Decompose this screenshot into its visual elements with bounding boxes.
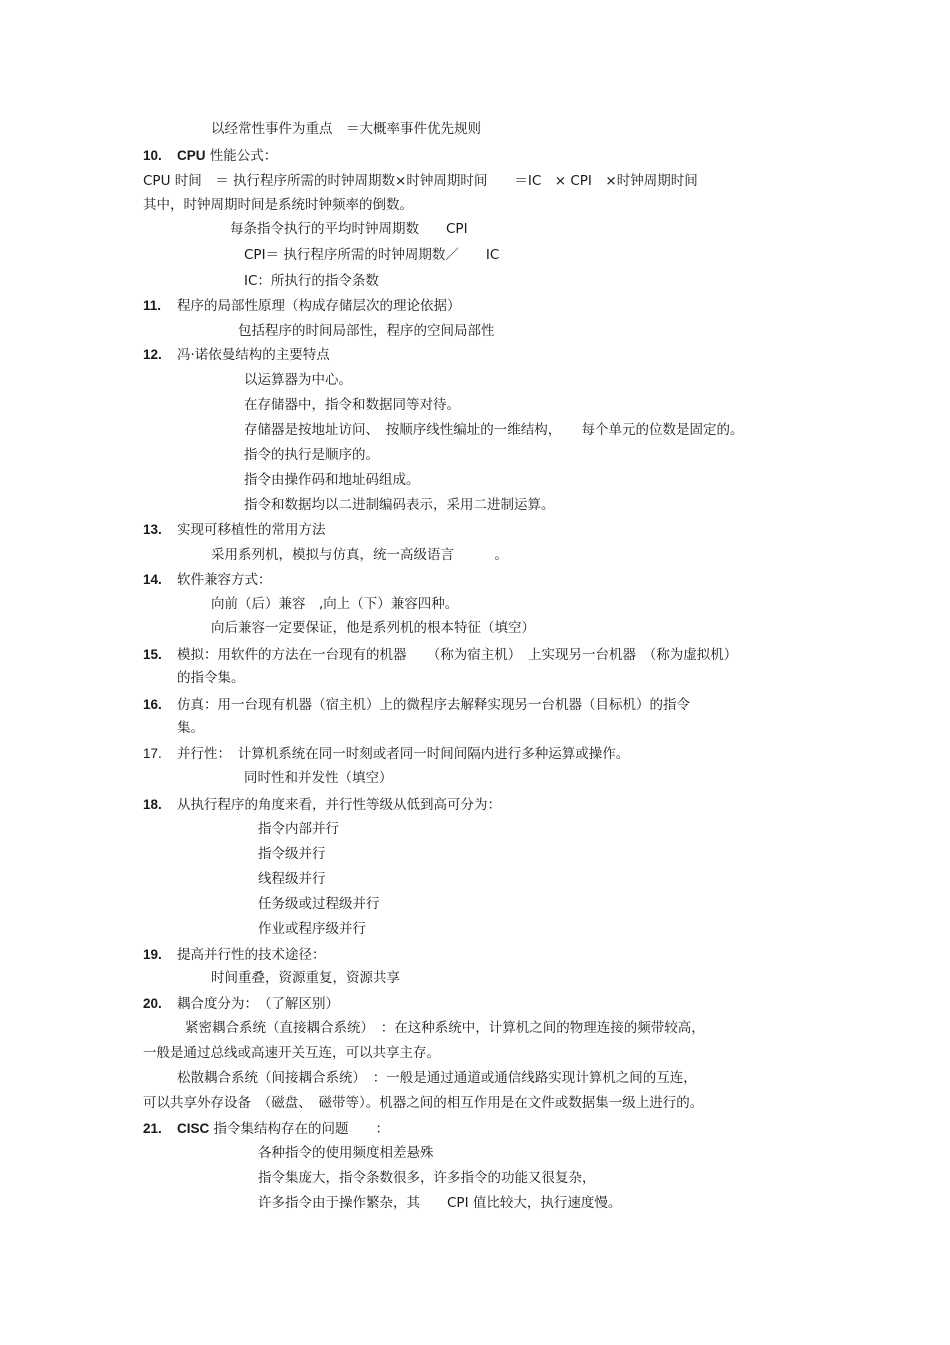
item-19-line-1: 时间重叠，资源重复，资源共享 — [211, 970, 400, 986]
item-21-line-3: 许多指令由于操作繁杂，其 CPI 值比较大，执行速度慢。 — [258, 1195, 622, 1211]
item-21-title — [177, 1120, 389, 1138]
item-12-line-6: 指令和数据均以二进制编码表示，采用二进制运算。 — [244, 497, 555, 513]
item-18-line-3: 线程级并行 — [258, 871, 326, 887]
item-18-line-5: 作业或程序级并行 — [258, 921, 366, 937]
item-12-line-3: 存储器是按地址访问、 按顺序线性编址的一维结构， 每个单元的位数是固定的。 — [244, 422, 744, 438]
item-16-line-2: 集。 — [177, 720, 204, 736]
ic-definition: IC：所执行的指令条数 — [244, 273, 379, 289]
item-number-13: 13. — [143, 522, 162, 537]
item-19-title: 提高并行性的技术途径： — [177, 947, 326, 963]
item-21-line-2: 指令集庞大，指令条数很多，许多指令的功能又很复杂， — [258, 1170, 596, 1186]
item-12-line-4: 指令的执行是顺序的。 — [244, 447, 379, 463]
item-10-title-text: 性能公式： — [205, 148, 278, 164]
item-11-title: 程序的局部性原理（构成存储层次的理论依据） — [177, 298, 461, 314]
item-12-line-2: 在存储器中，指令和数据同等对待。 — [244, 397, 460, 413]
clock-period-note: 其中，时钟周期时间是系统时钟频率的倒数。 — [143, 197, 413, 213]
item-11-line-1: 包括程序的时间局部性，程序的空间局部性 — [238, 323, 495, 339]
item-20-title: 耦合度分为： （了解区别） — [177, 996, 339, 1012]
cisc-term: CISC — [177, 1121, 210, 1136]
item-14-line-2: 向后兼容一定要保证，他是系列机的根本特征（填空） — [211, 620, 535, 636]
item-14-title: 软件兼容方式： — [177, 572, 272, 588]
item-20-line-1: 紧密耦合系统（直接耦合系统） ：在这种系统中，计算机之间的物理连接的频带较高， — [185, 1020, 705, 1036]
item-number-12: 12. — [143, 347, 162, 362]
item-18-line-1: 指令内部并行 — [258, 821, 339, 837]
item-12-line-1: 以运算器为中心。 — [244, 372, 352, 388]
item-number-16: 16. — [143, 697, 162, 712]
item-14-line-1: 向前（后）兼容 ,向上（下）兼容四种。 — [211, 596, 459, 612]
item-16-line-1: 仿真：用一台现有机器（宿主机）上的微程序去解释实现另一台机器（目标机）的指令 — [177, 697, 690, 713]
item-18-line-4: 任务级或过程级并行 — [258, 896, 380, 912]
item-number-10: 10. — [143, 148, 162, 163]
item-12-line-5: 指令由操作码和地址码组成。 — [244, 472, 420, 488]
item-number-15: 15. — [143, 647, 162, 662]
item-number-18: 18. — [143, 797, 162, 812]
cpu-time-formula: CPU 时间 ＝ 执行程序所需的时钟周期数×时钟周期时间 ＝IC × CPI ×时钟周期时间 — [143, 173, 698, 189]
item-15-line-2: 的指令集。 — [177, 670, 245, 686]
cpi-formula: CPI＝ 执行程序所需的时钟周期数／ IC — [244, 247, 500, 263]
item-number-20: 20. — [143, 996, 162, 1011]
item-20-line-4: 可以共享外存设备 （磁盘、 磁带等）。机器之间的相互作用是在文件或数据集一级上进行的。 — [143, 1095, 704, 1111]
item-13-line-1: 采用系列机，模拟与仿真，统一高级语言 。 — [211, 547, 508, 563]
item-13-title: 实现可移植性的常用方法 — [177, 522, 326, 538]
item-18-title: 从执行程序的角度来看，并行性等级从低到高可分为： — [177, 797, 501, 813]
item-21-title-text: 指令集结构存在的问题 ： — [209, 1121, 390, 1137]
item-number-14: 14. — [143, 572, 162, 587]
item-17-line-1: 并行性： 计算机系统在同一时刻或者同一时间间隔内进行多种运算或操作。 — [177, 746, 630, 762]
item-20-line-3: 松散耦合系统（间接耦合系统） ：一般是通过通道或通信线路实现计算机之间的互连， — [177, 1070, 697, 1086]
item-15-line-1: 模拟：用软件的方法在一台现有的机器 （称为宿主机） 上实现另一台机器 （称为虚拟机） — [177, 647, 738, 663]
item-12-title: 冯·诺依曼结构的主要特点 — [177, 347, 330, 363]
item-20-line-2: 一般是通过总线或高速开关互连，可以共享主存。 — [143, 1045, 440, 1061]
item-number-21: 21. — [143, 1121, 162, 1136]
item-number-11: 11. — [143, 298, 162, 313]
item-number-17: 17. — [143, 746, 162, 761]
item-number-19: 19. — [143, 947, 162, 962]
cpi-definition: 每条指令执行的平均时钟周期数 CPI — [230, 221, 468, 237]
item-17-line-2: 同时性和并发性（填空） — [244, 770, 393, 786]
item-21-line-1: 各种指令的使用频度相差悬殊 — [258, 1145, 434, 1161]
item-18-line-2: 指令级并行 — [258, 846, 326, 862]
cpu-term: CPU — [177, 148, 206, 163]
intro-line: 以经常性事件为重点 ＝大概率事件优先规则 — [211, 121, 481, 137]
item-10-title — [177, 147, 277, 165]
